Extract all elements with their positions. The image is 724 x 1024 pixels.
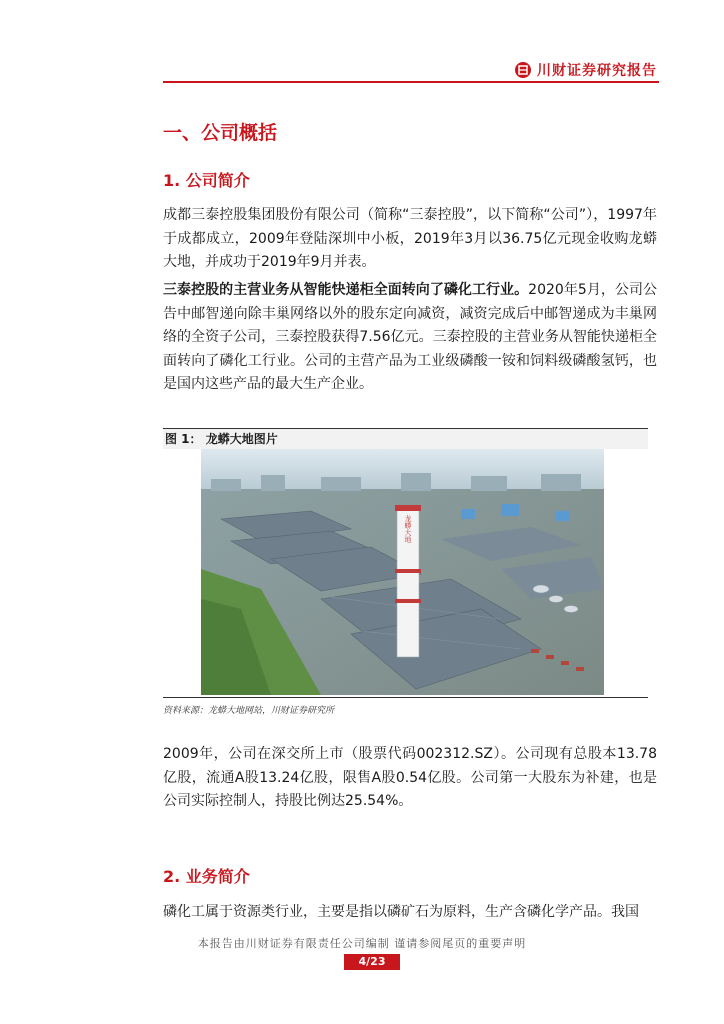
tower-sign: 龙蟒大地 <box>404 515 412 543</box>
paragraph-business-shift <box>163 279 657 397</box>
factory-aerial-photo <box>201 449 604 695</box>
figure-source: 资料来源：龙蟒大地网站，川财证券研究所 <box>163 706 335 716</box>
section-title: 一、公司概括 <box>163 122 278 144</box>
paragraph-listing-info: 2009年，公司在深交所上市（股票代码002312.SZ）。公司现有总股本13.78亿股，流通A股13.24亿股，限售A股0.54亿股。公司第一大股东为补建，也是公司实际控制人，持股比例达25.54%。 <box>163 746 657 809</box>
subsection-title-company-intro: 1. 公司简介 <box>163 171 250 190</box>
paragraph-business-shift-body: 2020年5月，公司公告中邮智递向除丰巢网络以外的股东定向减资，减资完成后中邮智递成为丰巢网络的全资子公司，三泰控股获得7.56亿元。三泰控股的主营业务从智能快递柜全面转向了磷化工行业。公司的主营产品为工业级磷酸一铵和饲料级磷酸氢钙，也是国内这些产品的最大生产企业。 <box>163 282 658 392</box>
page-number-badge: 4/23 <box>344 954 400 970</box>
page-header <box>163 58 659 82</box>
paragraph-industry-intro: 磷化工属于资源类行业，主要是指以磷矿石为原料，生产含磷化学产品。我国 <box>163 904 639 920</box>
subsection-title-business-intro: 2. 业务简介 <box>163 867 250 886</box>
paragraph-company-overview: 成都三泰控股集团股份有限公司（简称“三泰控股”，以下简称“公司”），1997年于成都成立，2009年登陆深圳中小板，2019年3月以36.75亿元现金收购龙蟒大地，并成功于2019年9月并表。 <box>163 207 657 270</box>
figure-title-bar <box>163 428 648 449</box>
header-title: 川财证券研究报告 <box>537 63 657 79</box>
header-divider <box>163 81 659 83</box>
footer-disclaimer: 本报告由川财证券有限责任公司编制 谨请参阅尾页的重要声明 <box>197 937 527 950</box>
brand-logo-icon <box>515 62 531 78</box>
header-brand <box>515 60 657 80</box>
key-statement: 三泰控股的主营业务从智能快递柜全面转向了磷化工行业。 <box>163 282 529 298</box>
figure-title: 图 1： 龙蟒大地图片 <box>165 432 278 446</box>
figure-bottom-rule <box>163 697 648 698</box>
